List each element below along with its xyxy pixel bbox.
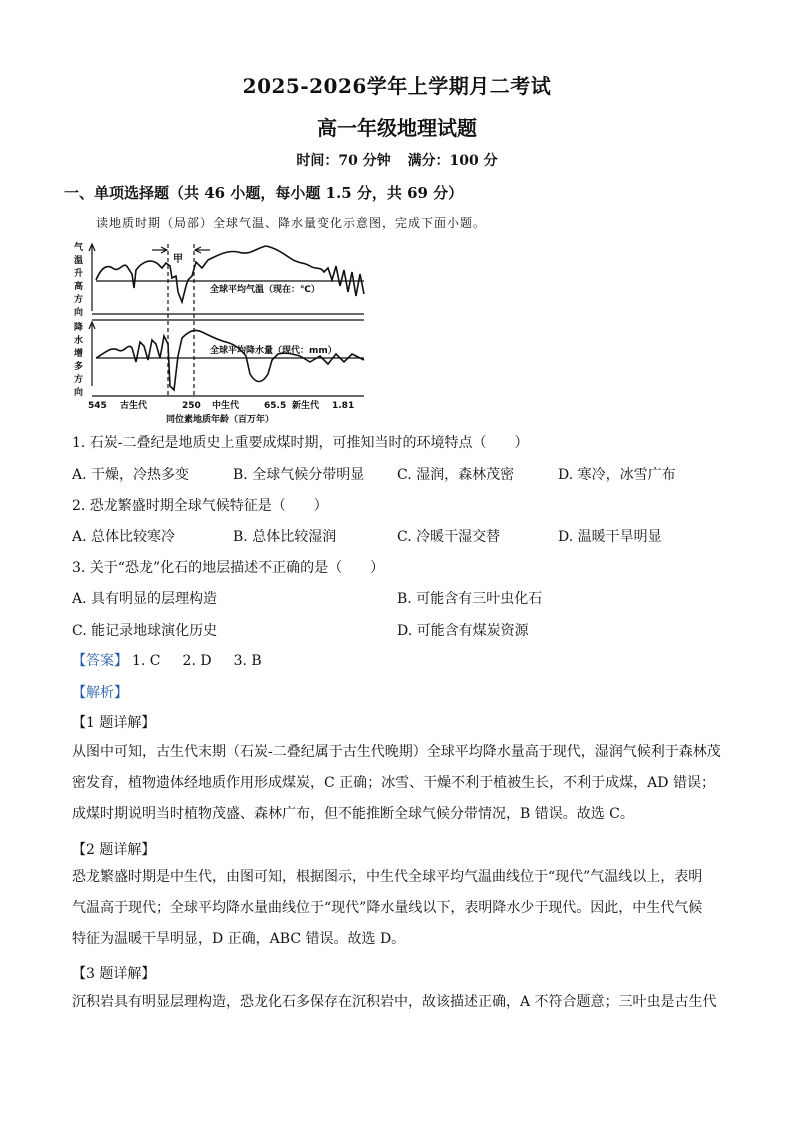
climate-chart-svg [70, 236, 370, 426]
question-1-stem: 1. 石炭-二叠纪是地质史上重要成煤时期，可推知当时的环境特点（ ） [72, 435, 529, 451]
answer-tag: 【答案】 [72, 653, 128, 669]
precip-axis-char: 增 [74, 349, 84, 359]
question-3-stem: 3. 关于“恐龙”化石的地层描述不正确的是（ ） [72, 560, 385, 576]
question-3-option-d[interactable]: D. 可能含有煤炭资源 [397, 623, 529, 639]
precip-axis-char: 降 [74, 323, 84, 333]
tick-250: 250 [182, 401, 201, 411]
exam-subtitle: 高一年级地理试题 [317, 116, 477, 140]
climate-figure [70, 236, 370, 426]
detail-1-body [72, 737, 722, 830]
exam-time: 时间：70 分钟 [296, 153, 391, 169]
question-1-option-b[interactable]: B. 全球气候分带明显 [233, 467, 365, 483]
detail-2-line: 恐龙繁盛时期是中生代，由图可知，根据图示，中生代全球平均气温曲线位于“现代”气温线以上，表明 [72, 869, 703, 885]
question-3-option-a[interactable]: A. 具有明显的层理构造 [72, 591, 218, 607]
analysis-tag: 【解析】 [72, 685, 128, 701]
x-axis-label: 同位素地质年龄（百万年） [166, 415, 275, 425]
exam-score: 满分：100 分 [407, 153, 498, 169]
precip-axis-char: 方 [74, 375, 84, 385]
detail-3-line: 沉积岩具有明显层理构造，恐龙化石多保存在沉积岩中，故该描述正确，A 不符合题意；三叶虫是古生代 [72, 994, 717, 1010]
temperature-curve-label: 全球平均气温（现在：℃） [210, 285, 320, 295]
question-2-option-c[interactable]: C. 冷暖干湿交替 [397, 529, 501, 545]
temp-axis-char: 方 [74, 295, 84, 305]
detail-3-body [72, 987, 722, 1018]
detail-2-line: 特征为温暖干旱明显，D 正确，ABC 错误。故选 D。 [72, 931, 406, 947]
figure-instruction: 读地质时期（局部）全球气温、降水量变化示意图，完成下面小题。 [96, 216, 487, 230]
answer-line [72, 650, 262, 670]
temp-axis-char: 温 [74, 256, 84, 266]
answer-item: 1. C [132, 653, 161, 669]
precipitation-curve-label: 全球平均降水量（现代：mm） [210, 346, 337, 356]
precipitation-curve [96, 330, 364, 390]
answer-item: 2. D [182, 653, 212, 669]
detail-1-line: 从图中可知，古生代末期（石炭-二叠纪属于古生代晚期）全球平均降水量高于现代，湿润气候利于森林茂 [72, 744, 721, 760]
era-mesozoic: 中生代 [212, 401, 240, 411]
question-3-option-b[interactable]: B. 可能含有三叶虫化石 [397, 591, 543, 607]
question-2-option-d[interactable]: D. 温暖干旱明显 [558, 529, 662, 545]
detail-2-line: 气温高于现代；全球平均降水量曲线位于“现代”降水量线以下，表明降水少于现代。因此，中生代气候 [72, 900, 703, 916]
precip-axis-char: 向 [74, 388, 84, 398]
section-title: 一、单项选择题（共 46 小题，每小题 1.5 分，共 69 分） [64, 184, 464, 202]
detail-2-heading: 【2 题详解】 [72, 842, 156, 858]
detail-1-heading: 【1 题详解】 [72, 715, 156, 731]
exam-meta [0, 150, 794, 170]
precip-axis-char: 水 [74, 336, 84, 346]
detail-1-line: 密发育，植物遗体经地质作用形成煤炭，C 正确；冰雪、干燥不利于植被生长，不利于成煤，AD 错误； [72, 775, 715, 791]
era-cenozoic: 新生代 [292, 401, 320, 411]
tick-1-81: 1.81 [332, 401, 355, 411]
answer-item: 3. B [233, 653, 262, 669]
temp-axis-char: 高 [74, 282, 84, 292]
jia-label: 甲 [173, 254, 183, 265]
tick-65-5: 65.5 [264, 401, 287, 411]
detail-3-heading: 【3 题详解】 [72, 966, 156, 982]
exam-title: 2025-2026学年上学期月二考试 [242, 74, 552, 98]
question-2-stem: 2. 恐龙繁盛时期全球气候特征是（ ） [72, 498, 328, 514]
temp-axis-char: 气 [74, 243, 84, 253]
question-1-option-c[interactable]: C. 湿润，森林茂密 [397, 467, 515, 483]
question-1-option-d[interactable]: D. 寒冷，冰雪广布 [558, 467, 676, 483]
precip-axis-char: 多 [74, 362, 84, 372]
question-3-option-c[interactable]: C. 能记录地球演化历史 [72, 623, 218, 639]
question-1-option-a[interactable]: A. 干燥，冷热多变 [72, 467, 190, 483]
question-2-option-b[interactable]: B. 总体比较湿润 [233, 529, 337, 545]
temp-axis-char: 升 [74, 269, 84, 279]
question-2-option-a[interactable]: A. 总体比较寒冷 [72, 529, 176, 545]
detail-2-body [72, 862, 722, 955]
tick-545: 545 [88, 401, 107, 411]
temp-axis-char: 向 [74, 308, 84, 318]
detail-1-line: 成煤时期说明当时植物茂盛、森林广布，但不能推断全球气候分带情况，B 错误。故选 C。 [72, 806, 634, 822]
era-paleozoic: 古生代 [120, 401, 148, 411]
